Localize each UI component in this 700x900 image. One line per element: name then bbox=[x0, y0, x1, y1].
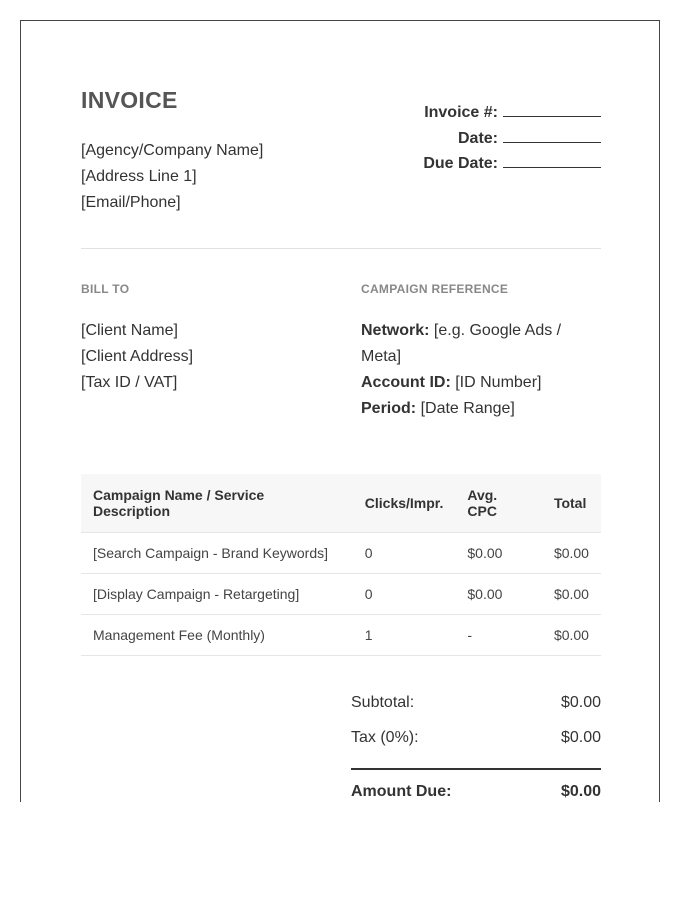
totals-block bbox=[351, 688, 601, 802]
bill-to-block bbox=[81, 318, 193, 396]
header-description: Campaign Name / Service Description bbox=[81, 474, 353, 532]
row-clicks: 0 bbox=[353, 573, 456, 614]
subtotal-row bbox=[351, 688, 601, 723]
account-line bbox=[361, 370, 601, 396]
row-avg-cpc: - bbox=[455, 614, 542, 655]
row-description: Management Fee (Monthly) bbox=[81, 614, 353, 655]
header-divider bbox=[81, 248, 601, 249]
period-label: Period: bbox=[361, 400, 417, 417]
network-value: [e.g. Google Ads / Meta] bbox=[361, 322, 562, 365]
table-header-row bbox=[81, 474, 601, 532]
line-items-table bbox=[81, 474, 601, 656]
header-clicks: Clicks/Impr. bbox=[353, 474, 456, 532]
tax-label: Tax (0%): bbox=[351, 729, 419, 746]
invoice-page bbox=[20, 20, 660, 802]
totals-rule bbox=[351, 768, 601, 770]
invoice-date-blank bbox=[503, 128, 601, 143]
invoice-number-row bbox=[423, 100, 601, 126]
row-clicks: 0 bbox=[353, 532, 456, 573]
bill-to-label: BILL TO bbox=[81, 282, 130, 296]
sender-address: [Address Line 1] bbox=[81, 168, 197, 185]
sender-contact: [Email/Phone] bbox=[81, 194, 181, 211]
invoice-number-blank bbox=[503, 102, 601, 117]
amount-due-row bbox=[351, 782, 601, 802]
due-date-row bbox=[423, 151, 601, 177]
period-value: [Date Range] bbox=[420, 400, 515, 417]
sender-company-name: [Agency/Company Name] bbox=[81, 142, 264, 159]
invoice-date-row bbox=[423, 126, 601, 152]
table-row bbox=[81, 573, 601, 614]
invoice-number-label: Invoice #: bbox=[424, 104, 498, 121]
invoice-date-label: Date: bbox=[457, 129, 498, 147]
table-row bbox=[81, 614, 601, 655]
tax-row bbox=[351, 723, 601, 758]
row-total: $0.00 bbox=[542, 532, 601, 573]
network-label: Network: bbox=[361, 322, 430, 339]
campaign-reference-block bbox=[361, 318, 601, 422]
invoice-meta bbox=[423, 100, 601, 177]
header-avg-cpc: Avg. CPC bbox=[455, 474, 542, 532]
row-avg-cpc: $0.00 bbox=[455, 532, 542, 573]
amount-due-value: $0.00 bbox=[560, 783, 601, 800]
row-total: $0.00 bbox=[542, 614, 601, 655]
account-value: [ID Number] bbox=[455, 374, 542, 391]
client-tax-id: [Tax ID / VAT] bbox=[81, 374, 178, 391]
client-name: [Client Name] bbox=[81, 322, 178, 339]
campaign-reference-label: CAMPAIGN REFERENCE bbox=[361, 282, 509, 296]
subtotal-label: Subtotal: bbox=[351, 694, 415, 711]
period-line bbox=[361, 396, 601, 422]
invoice-title: INVOICE bbox=[81, 87, 178, 113]
due-date-blank bbox=[503, 153, 601, 168]
row-avg-cpc: $0.00 bbox=[455, 573, 542, 614]
header-total: Total bbox=[542, 474, 601, 532]
row-description: [Search Campaign - Brand Keywords] bbox=[81, 532, 353, 573]
row-clicks: 1 bbox=[353, 614, 456, 655]
table-row bbox=[81, 532, 601, 573]
row-total: $0.00 bbox=[542, 573, 601, 614]
sender-block bbox=[81, 138, 263, 216]
client-address: [Client Address] bbox=[81, 348, 194, 365]
tax-value: $0.00 bbox=[560, 729, 601, 746]
amount-due-label: Amount Due: bbox=[351, 783, 452, 800]
subtotal-value: $0.00 bbox=[560, 694, 601, 711]
due-date-label: Due Date: bbox=[423, 155, 498, 172]
account-label: Account ID: bbox=[361, 374, 451, 391]
row-description: [Display Campaign - Retargeting] bbox=[81, 573, 353, 614]
network-line bbox=[361, 318, 601, 370]
